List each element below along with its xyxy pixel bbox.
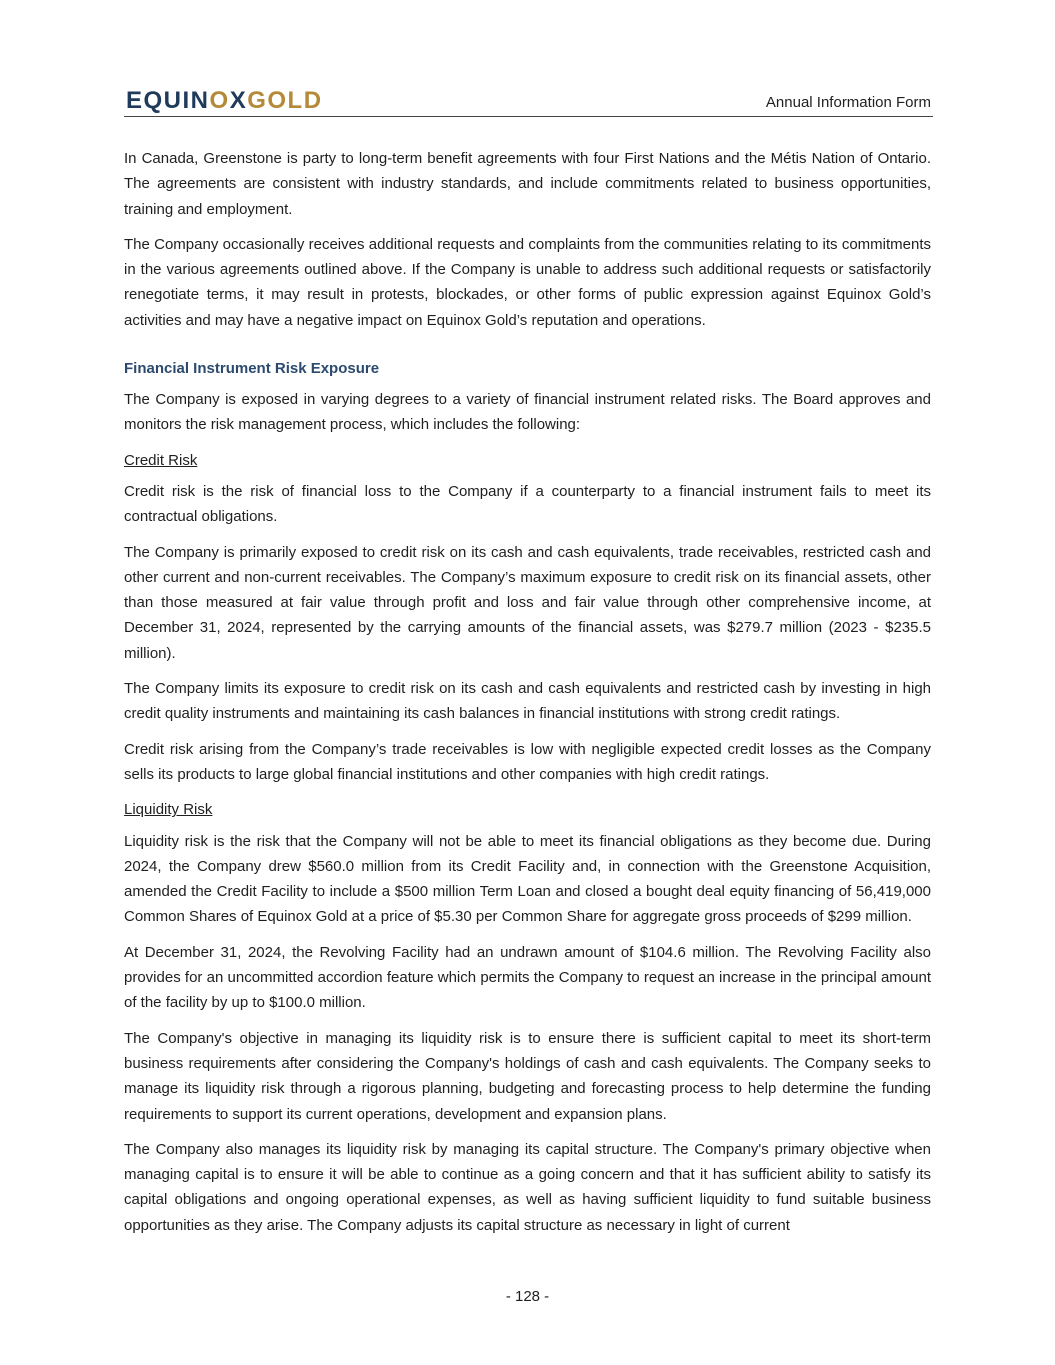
page-header [124,88,933,117]
liquidity-risk-heading: Liquidity Risk [124,801,213,819]
section-heading: Financial Instrument Risk Exposure [124,360,380,378]
paragraph: Liquidity risk is the risk that the Company will not be able to meet its financial obligations as they become due. During 2024, the Company drew $560.0 million from its Credit Facility and, in connection with the Greenstone Acquisition, amended the Credit Facility to include a $500 million Term Loan and closed a bought deal equity financing of 56,419,000 Common Shares of Equinox Gold at a price of $5.30 per Common Share for aggregate gross proceeds of $299 million. [124,832,931,926]
page-body [124,146,931,1248]
document-type-label: Annual Information Form [765,94,931,111]
page-number: - 128 - [505,1288,550,1305]
paragraph: The Company also manages its liquidity risk by managing its capital structure. The Company's primary objective when managing capital is to ensure it will be able to continue as a going concern and that it has sufficient ability to satisfy its capital obligations and ongoing operational expenses, as well as having sufficient liquidity to fund suitable business opportunities as they arise. The Company adjusts its capital structure as necessary in light of current [124,1140,931,1234]
paragraph: At December 31, 2024, the Revolving Facility had an undrawn amount of $104.6 million. The Revolving Facility also provides for an uncommitted accordion feature which permits the Company to request an increase in the principal amount of the facility by up to $100.0 million. [124,943,931,1012]
paragraph: The Company limits its exposure to credit risk on its cash and cash equivalents and restricted cash by investing in high credit quality instruments and maintaining its cash balances in financial institutions with strong credit ratings. [124,680,931,723]
paragraph-agreements: In Canada, Greenstone is party to long-term benefit agreements with four First Nations and the Métis Nation of Ontario. The agreements are consistent with industry standards, and include commitments related to business opportunities, training and employment. [124,150,931,218]
paragraph-community-complaints: The Company occasionally receives additional requests and complaints from the communities relating to its commitments in the various agreements outlined above. If the Company is unable to address such additional requests or satisfactorily renegotiate terms, it may result in protests, blockades, or other forms of public expression against Equinox Gold’s activities and may have a negative impact on Equinox Gold’s reputation and operations. [124,235,931,329]
paragraph-intro: The Company is exposed in varying degrees to a variety of financial instrument related risks. The Board approves and monitors the risk management process, which includes the following: [124,391,931,434]
paragraph: The Company is primarily exposed to credit risk on its cash and cash equivalents, trade receivables, restricted cash and other current and non-current receivables. The Company’s maximum exposure to credit risk on its financial assets, other than those measured at fair value through profit and loss and fair value through other comprehensive income, at December 31, 2024, represented by the carrying amounts of the financial assets, was $279.7 million (2023 - $235.5 million). [124,543,931,662]
paragraph: Credit risk is the risk of financial loss to the Company if a counterparty to a financial instrument fails to meet its contractual obligations. [124,482,931,526]
credit-risk-heading: Credit Risk [124,451,198,469]
paragraph: Credit risk arising from the Company’s trade receivables is low with negligible expected credit losses as the Company sells its products to large global financial institutions and other companies with high credit ratings. [124,740,931,783]
equinox-gold-logo: EQUINOXGOLD [126,87,323,114]
paragraph: The Company's objective in managing its liquidity risk is to ensure there is sufficient capital to meet its short-term business requirements after considering the Company's holdings of cash and cash equivalents. The Company seeks to manage its liquidity risk through a rigorous planning, budgeting and forecasting process to help determine the funding requirements to support its current operations, development and expansion plans. [124,1029,931,1123]
